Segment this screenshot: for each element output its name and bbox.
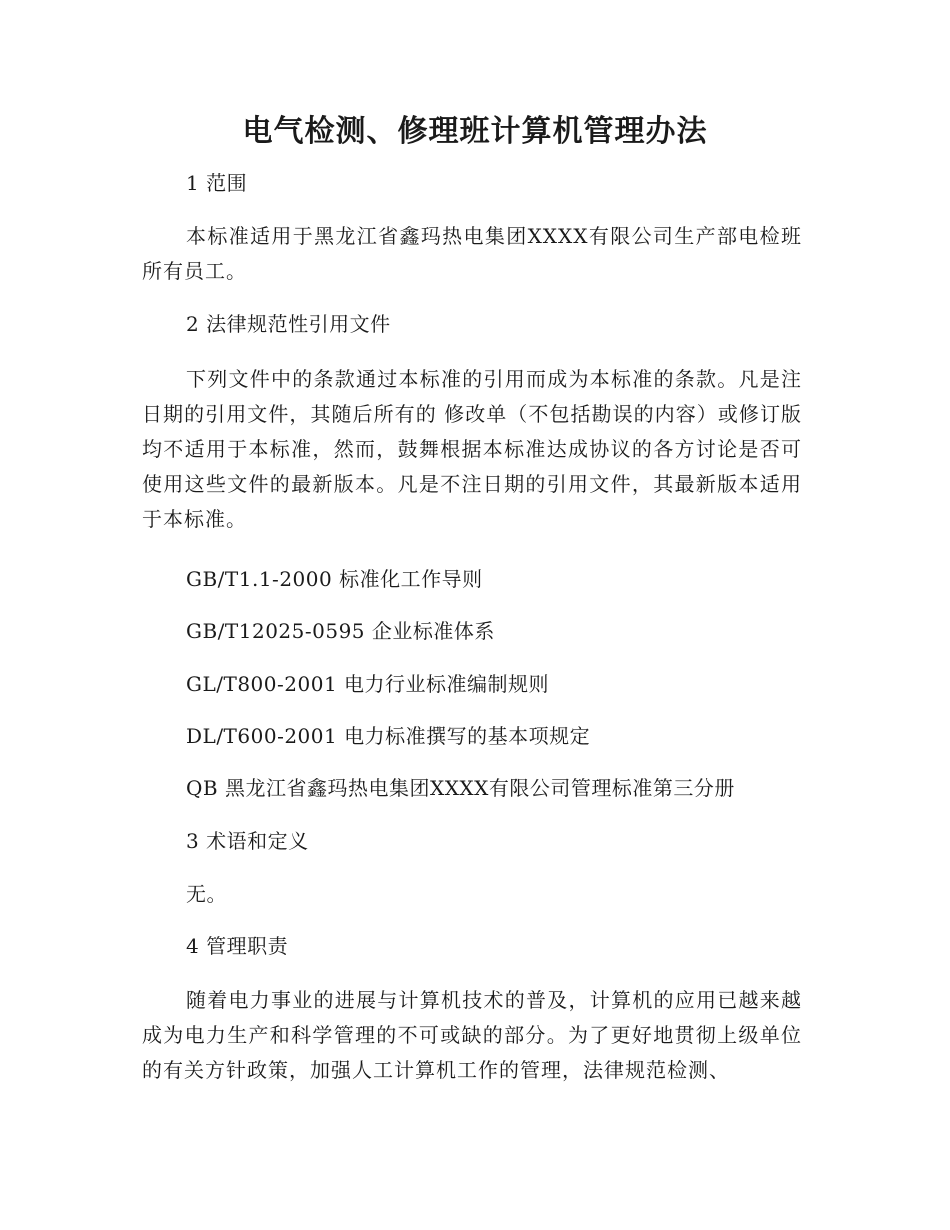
reference-item: QB 黑龙江省鑫玛热电集团XXXX有限公司管理标准第三分册	[186, 776, 735, 800]
reference-item: GB/T1.1-2000 标准化工作导则	[186, 567, 483, 591]
section-heading-duties: 4 管理职责	[186, 934, 289, 958]
paragraph-terms: 无。	[186, 882, 227, 906]
document-title: 电气检测、修理班计算机管理办法	[242, 114, 708, 149]
section-heading-scope: 1 范围	[186, 171, 248, 195]
paragraph-duties: 随着电力事业的进展与计算机技术的普及，计算机的应用已越来越成为电力生产和科学管理的不可或缺的部分。为了更好地贯彻上级单位的有关方针政策，加强人工计算机工作的管理，法律规范检测、	[142, 988, 802, 1082]
paragraph-references: 下列文件中的条款通过本标准的引用而成为本标准的条款。凡是注日期的引用文件，其随后所有的 修改单（不包括勘误的内容）或修订版均不适用于本标准，然而，鼓舞根据本标准达成协议的各方讨论是否可使用这些文件的最新版本。凡是不注日期的引用文件，其最新版本适用于本标准。	[142, 367, 802, 531]
paragraph-scope: 本标准适用于黑龙江省鑫玛热电集团XXXX有限公司生产部电检班所有员工。	[142, 224, 802, 283]
section-heading-references: 2 法律规范性引用文件	[186, 312, 391, 336]
section-heading-terms: 3 术语和定义	[186, 829, 309, 853]
reference-item: DL/T600-2001 电力标准撰写的基本项规定	[186, 724, 591, 748]
reference-item: GB/T12025-0595 企业标准体系	[186, 619, 495, 643]
reference-item: GL/T800-2001 电力行业标准编制规则	[186, 672, 550, 696]
